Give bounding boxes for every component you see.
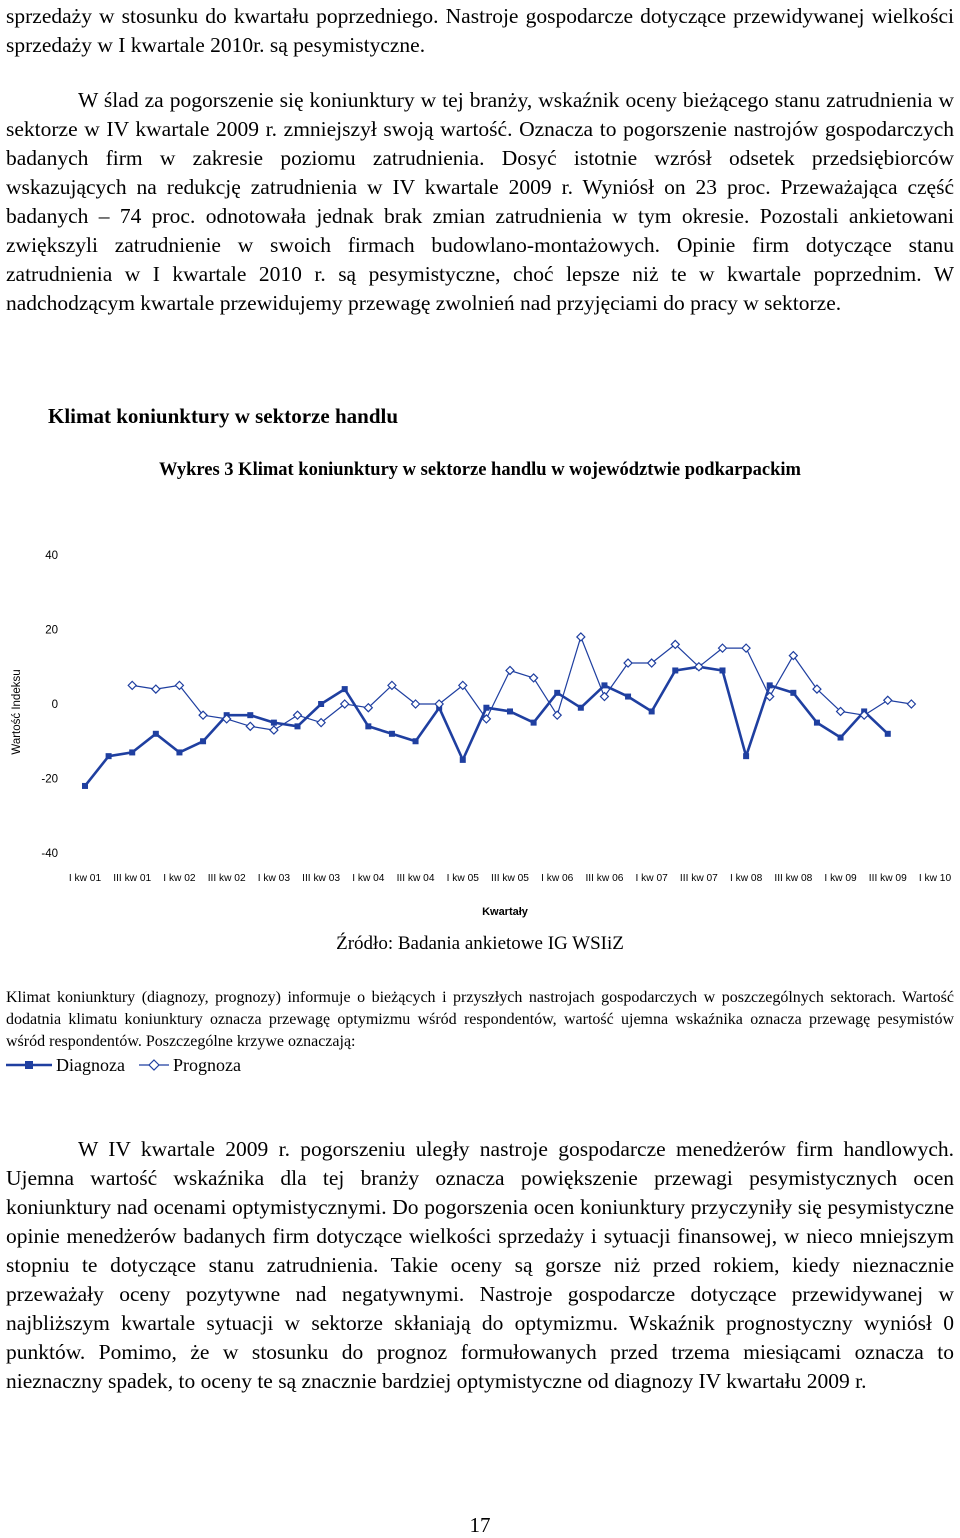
x-tick-label: III kw 09 [868, 873, 907, 884]
prognoza-point [294, 711, 302, 719]
y-tick-label: 20 [45, 624, 58, 637]
diagnoza-point [743, 753, 749, 759]
paragraph-employment-text: W ślad za pogorszenie się koniunktury w tej branży, wskaźnik oceny bieżącego stanu zatrudnienia w sektorze w IV kwartale 2009 r. zmniejszył swoją wartość. Oznacza to pogorszenie nastrojów gospodarczych badanych firm w zakresie poziomu zatrudnienia. Dosyć istotnie wzrósł odsetek przedsiębiorców wskazujących na redukcję zatrudnienia w IV kwartale 2009 r. Wyniósł on 23 proc. Przeważająca część badanych – 74 proc. odnotowała jednak brak zmian zatrudnienia w tym okresie. Pozostali ankietowani zwiększyli zatrudnienie w swoich firmach budowlano-montażowych. Opinie firm dotyczące stanu zatrudnienia w I kwartale 2010 r. są pesymistyczne, choć lepsze niż te w kwartale poprzednim. W nadchodzącym kwartale przewidujemy przewagę zwolnień nad przyjęciami do pracy w sektorze. [6, 88, 954, 315]
diagnoza-point [720, 667, 726, 673]
prognoza-point [553, 711, 561, 719]
x-tick-label: I kw 07 [635, 873, 668, 884]
diagnoza-point [271, 720, 277, 726]
x-tick-label: III kw 07 [679, 873, 718, 884]
diagnoza-point [342, 686, 348, 692]
x-tick-label: I kw 09 [824, 873, 857, 884]
x-tick-label: III kw 06 [585, 873, 624, 884]
diagnoza-point [365, 723, 371, 729]
diagnoza-point [625, 694, 631, 700]
legend-prognoza-swatch [139, 1058, 169, 1072]
diagnoza-point [483, 705, 489, 711]
diagnoza-point [247, 712, 253, 718]
x-tick-label: I kw 10 [918, 873, 952, 884]
diagnoza-point [767, 682, 773, 688]
diagnoza-point [460, 757, 466, 763]
prognoza-point [128, 681, 136, 689]
paragraph-trade-text: W IV kwartale 2009 r. pogorszeniu uległy nastroje gospodarcze menedżerów firm handlowych. Ujemna wartość wskaźnika dla tej branży oznacza powiększenie przewagi pesymistycznych ocen koniunktury nad ocenami optymistycznymi. Do pogorszenia ocen koniunktury przyczyniły się pesymistyczne opinie menedżerów badanych firm dotyczące wielkości sprzedaży i sytuacji finansowej, w nieco mniejszym stopniu te dotyczące stanu zatrudnienia. Takie oceny są gorsze niż przed rokiem, kiedy nieznacznie przeważały oceny pozytywne nad negatywnymi. Nastroje gospodarcze dotyczące przewidywanej w najbliższym kwartale sytuacji w sektorze skłaniają do optymizmu. Wskaźnik prognostyczny wyniósł 0 punktów. Pomimo, że w stosunku do prognoz formułowanych przed trzema miesiącami oznacza to nieznaczny spadek, to oceny te są znacznie bardziej optymistyczne od diagnozy IV kwartału 2009 r. [6, 1137, 954, 1393]
diagnoza-point [153, 731, 159, 737]
section-heading: Klimat koniunktury w sektorze handlu [48, 404, 399, 428]
diagnoza-point [838, 735, 844, 741]
diagnoza-point [507, 708, 513, 714]
prognoza-point [506, 666, 514, 674]
legend-diagnoza-swatch [6, 1058, 52, 1072]
prognoza-point [907, 700, 915, 708]
diagnoza-point [672, 667, 678, 673]
diagnoza-point [389, 731, 395, 737]
paragraph-employment [6, 86, 954, 318]
x-tick-label: I kw 01 [68, 873, 102, 884]
diagnoza-point [790, 690, 796, 696]
diagnoza-point [578, 705, 584, 711]
diagnoza-point [318, 701, 324, 707]
prognoza-point [600, 693, 608, 701]
figure-source: Źródło: Badania ankietowe IG WSIiZ [336, 933, 624, 954]
diagnoza-point [885, 731, 891, 737]
prognoza-point [270, 726, 278, 734]
x-axis-label: Kwartały [482, 906, 528, 918]
y-axis-label: Wartość Indeksu [11, 669, 23, 755]
diagnoza-point [295, 723, 301, 729]
y-tick-label: 40 [45, 550, 58, 562]
x-tick-label: I kw 06 [541, 873, 574, 884]
x-tick-label: III kw 05 [491, 873, 529, 884]
prognoza-point [884, 696, 892, 704]
legend-diagnoza-label: Diagnoza [56, 1054, 125, 1075]
page-number: 17 [469, 1513, 491, 1537]
x-tick-label: III kw 02 [207, 873, 246, 884]
paragraph-sales-intro: sprzedaży w stosunku do kwartału poprzedniego. Nastroje gospodarcze dotyczące przewidywanej wielkości sprzedaży w I kwartale 2010r. są pesymistyczne. [6, 4, 954, 57]
diagnoza-point [200, 738, 206, 744]
prognoza-point [530, 674, 538, 682]
y-tick-label: 0 [51, 699, 58, 711]
diagnoza-point [129, 749, 135, 755]
prognoza-point [742, 644, 750, 652]
chart-legend [6, 1052, 255, 1078]
prognoza-point [789, 652, 797, 660]
climate-chart [0, 540, 960, 925]
diagnoza-point [106, 753, 112, 759]
diagnoza-point [82, 783, 88, 789]
figure-title: Wykres 3 Klimat koniunktury w sektorze handlu w województwie podkarpackim [159, 460, 801, 480]
prognoza-point [152, 685, 160, 693]
prognoza-point [577, 633, 585, 641]
chart-note: Klimat koniunktury (diagnozy, prognozy) informuje o bieżących i przyszłych nastrojach gospodarczych w poszczególnych sektorach. Wartość dodatnia klimatu koniunktury oznacza przewagę optymizmu wśród respondentów, wartość ujemna wskaźnika oznacza przewagę pesymistów wśród respondentów. Poszczególne krzywe oznaczają: [6, 989, 954, 1050]
x-tick-label: III kw 03 [302, 873, 341, 884]
x-tick-label: I kw 03 [257, 873, 291, 884]
x-tick-label: I kw 04 [352, 873, 385, 884]
diagnoza-point [601, 682, 607, 688]
prognoza-point [624, 659, 632, 667]
x-tick-label: III kw 04 [396, 873, 435, 884]
diagnoza-point [176, 749, 182, 755]
x-tick-label: III kw 08 [774, 873, 813, 884]
diagnoza-point [649, 708, 655, 714]
diagnoza-point [554, 690, 560, 696]
diagnoza-point [413, 738, 419, 744]
diagnoza-point [814, 720, 820, 726]
legend-prognoza-label: Prognoza [172, 1054, 241, 1075]
diagnoza-point [531, 720, 537, 726]
y-tick-label: -20 [41, 773, 58, 786]
prognoza-point [246, 722, 254, 730]
x-tick-label: I kw 05 [446, 873, 479, 884]
x-tick-label: III kw 01 [113, 873, 152, 884]
y-tick-label: -40 [41, 848, 58, 860]
paragraph-trade [6, 1135, 954, 1396]
x-tick-label: I kw 02 [163, 873, 196, 884]
x-tick-label: I kw 08 [729, 873, 763, 884]
